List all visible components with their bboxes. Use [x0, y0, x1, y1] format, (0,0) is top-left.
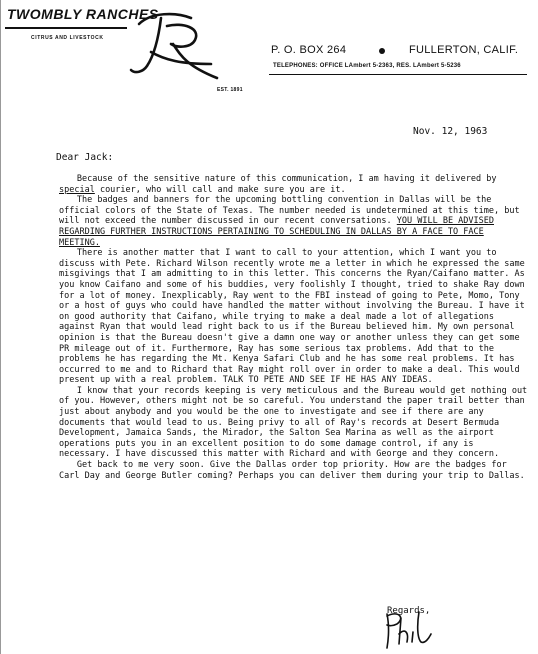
paragraph-4: I know that your records keeping is very meticulous and the Bureau would get nothing out of you. However, others might not be so careful. You understand the paper trail better than just about anybody and you would be the one to investigate and see if there are any documents that would lead to us. Being privy to all of Ray's records at Desert Bermuda Development, Jamaica Sands, the Mirador, the Salton Sea Marina as well as the airport operations puts you in an excellent position to do some damage control, if any is necessary. I have discussed this matter with Richard and with George and they concern.: [59, 385, 528, 460]
p2-underlined-instruction: YOU WILL BE ADVISED REGARDING FURTHER INSTRUCTIONS PERTAINING TO SCHEDULING IN DALLAS BY A FACE TO FACE MEETING.: [59, 216, 494, 248]
paragraph-3: There is another matter that I want to call to your attention, which I want you to discuss with Pete. Richard Wilson recently wrote me a letter in which he expressed the same misgivings that I am admitting to in this letter. This concerns the Ryan/Caifano matter. As you know Caifano and some of his buddies, very foolishly I thought, tried to shake Ray down for a lot of money. Inexplicably, Ray went to the FBI instead of going to Pete, Momo, Tony or a host of guys who could have handled the matter without involving the Bureau. I have it on good authority that Caifano, while trying to make a deal made a lot of allegations against Ryan that would lead right back to us if the Bureau believed him. My own personal opinion is that the Bureau doesn't give a damn one way or another unless they can get some PR mileage out of it. Furthermore, Ray has some serious tax problems. Add that to the problems he has regarding the Mt. Kenya Safari Club and he has some real problems. It has occurred to me and to Richard that Ray might roll over in order to make a deal. This would present up with a real problem. TALK TO PETE AND SEE IF HE HAS ANY IDEAS.: [59, 248, 525, 386]
letter-date: Nov. 12, 1963: [413, 126, 488, 137]
letterhead-rule-left: [5, 27, 127, 29]
p1-underlined-word: special: [59, 184, 95, 195]
city: FULLERTON, CALIF.: [409, 44, 519, 56]
closing: Regards,: [387, 606, 431, 616]
salutation: Dear Jack:: [56, 152, 114, 163]
po-box: P. O. BOX 264: [271, 44, 347, 56]
p2-text: The badges and banners for the upcoming bottling convention in Dallas will be the official colors of the State of Texas. The number needed is undetermined at this time, but will not exceed the number discussed in our recent conversations.: [59, 195, 520, 227]
telephone-numbers: TELEPHONES: OFFICE LAmbert 5-2363, RES. LAmbert 5-5236: [273, 63, 461, 69]
bullet-dot-icon: [379, 48, 385, 54]
company-tagline: CITRUS AND LIVESTOCK: [31, 35, 104, 41]
letterhead-rule-right: [269, 74, 527, 75]
company-name: TWOMBLY RANCHES: [7, 6, 159, 22]
paragraph-1: [59, 174, 529, 195]
paragraph-2: [59, 195, 529, 248]
paragraph-5: Get back to me very soon. Give the Dallas order top priority. How are the badges for Carl Day and George Butler coming? Perhaps you can deliver them during your trip to Dallas.: [59, 460, 525, 481]
letter-body: [59, 174, 529, 481]
tr-brand-logo: [121, 4, 221, 84]
p1-text-a: Because of the sensitive nature of this communication, I am having it delivered by: [76, 174, 497, 184]
handwritten-signature: [377, 604, 447, 650]
established-year: EST. 1891: [217, 87, 243, 93]
p1-text-b: courier, who will call and make sure you are it.: [94, 184, 346, 195]
